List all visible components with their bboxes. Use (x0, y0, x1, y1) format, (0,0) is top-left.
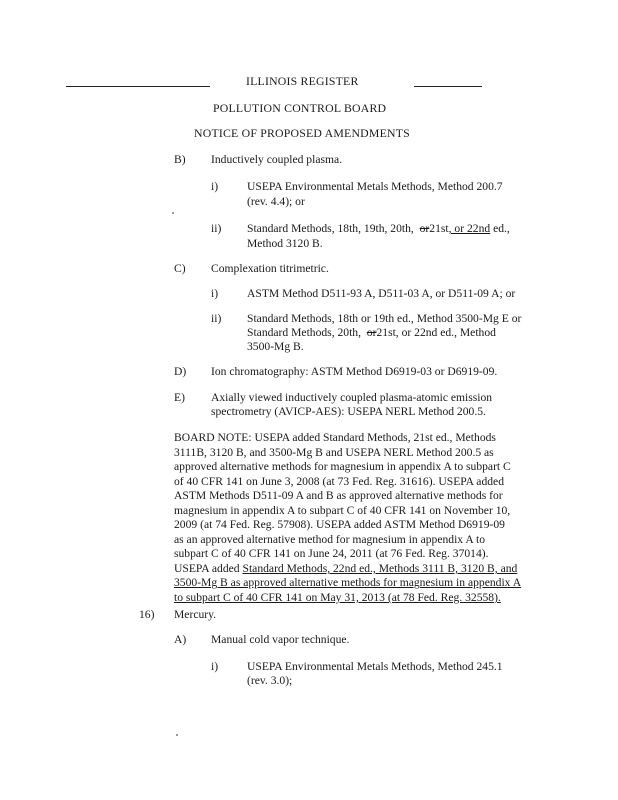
item-b-ii-mid: 21st (429, 222, 449, 235)
item-b-label: B) (174, 153, 186, 166)
item-16-label: 16) (139, 608, 155, 621)
item-16-title: Mercury. (174, 608, 217, 621)
item-b-ii-strike: or (419, 222, 430, 235)
board-note-line: 3111B, 3120 B, and 3500-Mg B and USEPA NERL Method 200.5 as (174, 445, 494, 459)
item-b-ii-line2: Method 3120 B. (247, 237, 323, 250)
item-16-a-i-line1: USEPA Environmental Metals Methods, Method 245.1 (247, 660, 503, 673)
board-note-line: ASTM Methods D511-09 A and B as approved alternative methods for (174, 489, 503, 503)
item-c-ii-l2post: 21st, or 22nd ed., Method (376, 326, 496, 339)
item-c-ii-line1: Standard Methods, 18th or 19th ed., Method 3500-Mg E or (247, 312, 522, 325)
item-b-ii-label: ii) (211, 222, 222, 235)
board-note-line: magnesium in appendix A to subpart C of 40 CFR 141 on November 10, (174, 503, 511, 517)
header-rule-left (66, 86, 210, 87)
item-b-i-label: i) (211, 180, 219, 193)
item-e-label: E) (174, 391, 185, 404)
board-note-plain: USEPA added (174, 561, 240, 575)
item-b-ii-post: ed., (493, 222, 510, 235)
item-b-ii-line1 (247, 221, 510, 236)
board-note-inserted-line: 3500-Mg B as approved alternative methods for magnesium in appendix A (174, 576, 522, 590)
board-note-line: subpart C of 40 CFR 141 on June 24, 2011 (at 76 Fed. Reg. 37014). (174, 547, 489, 561)
item-c-label: C) (174, 262, 186, 275)
item-b-ii-pre: Standard Methods, 18th, 19th, 20th, (247, 222, 414, 235)
board-title: POLLUTION CONTROL BOARD (213, 101, 387, 115)
item-c-ii-line2 (247, 325, 496, 340)
header-rule-right (414, 86, 482, 87)
item-16-a-label: A) (174, 633, 187, 646)
item-e-line2: spectrometry (AVICP-AES): USEPA NERL Method 200.5. (211, 405, 486, 418)
item-c-i-text: ASTM Method D511-93 A, D511-03 A, or D511-09 A; or (247, 287, 516, 300)
board-note (174, 431, 544, 606)
item-b-i-line2: (rev. 4.4); or (247, 195, 305, 208)
item-16-a-i-line2: (rev. 3.0); (247, 674, 293, 687)
notice-title: NOTICE OF PROPOSED AMENDMENTS (194, 126, 410, 140)
item-c-title: Complexation titrimetric. (211, 262, 329, 275)
item-c-i-label: i) (211, 287, 219, 300)
board-note-line: of 40 CFR 141 on June 3, 2008 (at 73 Fed. Reg. 31616). USEPA added (174, 474, 504, 488)
item-16-a-title: Manual cold vapor technique. (211, 633, 350, 646)
board-note-inserted-line: to subpart C of 40 CFR 141 on May 31, 2013 (at 78 Fed. Reg. 32558). (174, 591, 501, 605)
item-d-label: D) (174, 365, 187, 378)
item-b-title: Inductively coupled plasma. (211, 153, 343, 166)
item-c-ii-l2strike: or (366, 326, 377, 339)
item-e-line1: Axially viewed inductively coupled plasma-atomic emission (211, 391, 493, 404)
item-c-ii-l2pre: Standard Methods, 20th, (247, 326, 361, 339)
item-b-ii-ins: , or 22nd (448, 222, 491, 235)
item-d-text: Ion chromatography: ASTM Method D6919-03 or D6919-09. (211, 365, 498, 378)
board-note-line: as an approved alternative method for magnesium in appendix A to (174, 532, 486, 546)
board-note-line: BOARD NOTE: USEPA added Standard Methods, 21st ed., Methods (174, 431, 496, 444)
item-c-ii-label: ii) (211, 312, 222, 325)
item-b-i-line1: USEPA Environmental Metals Methods, Method 200.7 (247, 180, 503, 193)
item-16-a-i-label: i) (211, 660, 219, 673)
register-title: ILLINOIS REGISTER (246, 74, 359, 88)
board-note-line: approved alternative methods for magnesium in appendix A to subpart C (174, 460, 511, 474)
board-note-line-10 (174, 562, 544, 577)
scan-speck (176, 734, 178, 736)
scan-speck (172, 212, 174, 214)
board-note-inserted: Standard Methods, 22nd ed., Methods 3111 B, 3120 B, and (242, 561, 518, 575)
board-note-line: 2009 (at 74 Fed. Reg. 57908). USEPA added ASTM Method D6919-09 (174, 518, 505, 532)
item-c-ii-line3: 3500-Mg B. (247, 340, 304, 353)
